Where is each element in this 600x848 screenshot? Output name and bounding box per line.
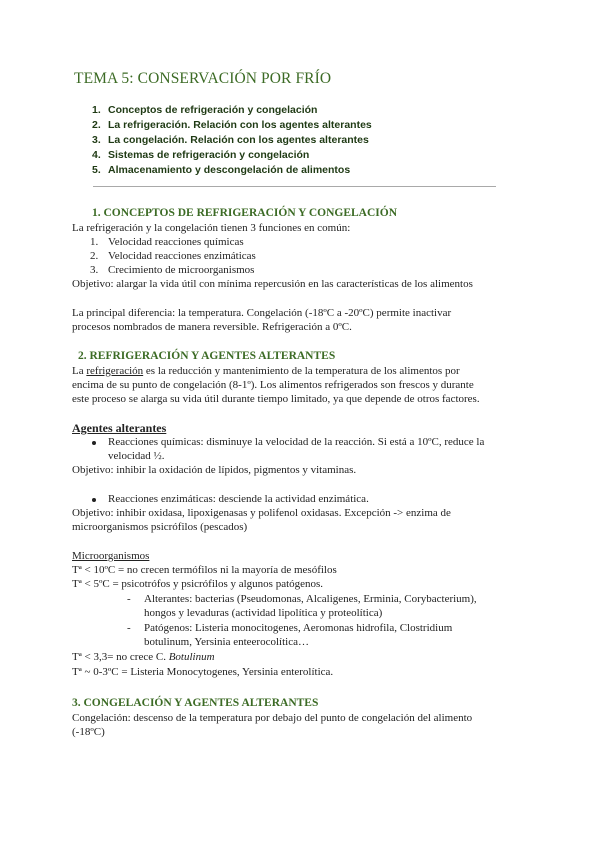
difference-line-2: procesos nombrados de manera reversible. Refrigeración a 0ºC. [72, 321, 352, 333]
micro-line-2: Tª < 5ºC = psicotrófos y psicrófilos y algunos patógenos. [72, 578, 324, 590]
alterantes-line-1: Alterantes: bacterias (Pseudomonas, Alcaligenes, Erminia, Corybacterium), [144, 593, 477, 605]
micro-line-4: Tª ~ 0-3ºC = Listeria Monocytogenes, Yersinia enterolítica. [72, 666, 334, 678]
dash-marker: - [127, 622, 131, 634]
micro-line-1: Tª < 10ºC = no crecen termófilos ni la mayoría de mesófilos [72, 564, 337, 576]
section-3-heading: 3. CONGELACIÓN Y AGENTES ALTERANTES [72, 697, 319, 709]
list-number: 2. [90, 250, 99, 262]
toc-item-5: Almacenamiento y descongelación de alimentos [108, 164, 351, 176]
toc-item-3: La congelación. Relación con los agentes alterantes [108, 134, 369, 146]
microorganisms-heading: Microorganismos [72, 550, 150, 562]
bullet-icon [92, 498, 96, 502]
toc-item-1: Conceptos de refrigeración y congelación [108, 104, 318, 116]
list-number: 1. [90, 236, 99, 248]
text: La [72, 365, 87, 377]
text: Tª < 3,3= no crece C. [72, 651, 169, 663]
page-title: TEMA 5: CONSERVACIÓN POR FRÍO [74, 70, 332, 87]
objective-enzymatic-line-1: Objetivo: inhibir oxidasa, lipoxigenasas y polifenol oxidasas. Excepción -> enzima de [72, 507, 451, 519]
micro-line-3 [72, 651, 215, 664]
congelacion-line-2: (-18ºC) [72, 726, 105, 738]
list-number: 3. [90, 264, 99, 276]
toc-number: 2. [92, 119, 101, 131]
bullet-chemical-line-1: Reacciones químicas: disminuye la velocidad de la reacción. Si está a 10ºC, reduce la [108, 436, 485, 448]
list-item: Velocidad reacciones químicas [108, 236, 244, 248]
patogenos-line-2: botulinum, Yersinia enteerocolítica… [144, 636, 309, 648]
section-1-objective: Objetivo: alargar la vida útil con mínima repercusión en las características de los alimentos [72, 278, 473, 290]
bullet-icon [92, 441, 96, 445]
alterantes-line-2: hongos y levaduras (actividad lipolítica y proteolítica) [144, 607, 383, 619]
section-2-heading: 2. REFRIGERACIÓN Y AGENTES ALTERANTES [78, 350, 336, 362]
toc-item-2: La refrigeración. Relación con los agentes alterantes [108, 119, 372, 131]
toc-number: 1. [92, 104, 101, 116]
toc-item-4: Sistemas de refrigeración y congelación [108, 149, 310, 161]
botulinum-term: Botulinum [168, 651, 215, 663]
section-1-heading: 1. CONCEPTOS DE REFRIGERACIÓN Y CONGELACIÓN [92, 207, 397, 219]
refrigeration-definition-line-3: este proceso se alarga su vida útil durante tiempo limitado, ya que depende de otros factores. [72, 393, 480, 405]
patogenos-line-1: Patógenos: Listeria monocitogenes, Aeromonas hidrofila, Clostridium [144, 622, 453, 634]
toc-number: 4. [92, 149, 101, 161]
bullet-enzymatic: Reacciones enzimáticas: desciende la actividad enzimática. [108, 493, 369, 505]
congelacion-line-1: Congelación: descenso de la temperatura por debajo del punto de congelación del alimento [72, 712, 473, 724]
toc-number: 5. [92, 164, 101, 176]
dash-marker: - [127, 593, 131, 605]
objective-chemical: Objetivo: inhibir la oxidación de lípidos, pigmentos y vitaminas. [72, 464, 357, 476]
bullet-chemical-line-2: velocidad ½. [108, 450, 165, 462]
term-refrigeracion: refrigeración [86, 365, 144, 377]
refrigeration-definition-line-2: encima de su punto de congelación (8-1º). Los alimentos refrigerados son frescos y durante [72, 379, 474, 391]
list-item: Crecimiento de microorganismos [108, 264, 255, 276]
horizontal-divider [93, 186, 496, 187]
difference-line-1: La principal diferencia: la temperatura. Congelación (-18ºC a -20ºC) permite inactivar [72, 307, 452, 319]
section-1-intro: La refrigeración y la congelación tienen 3 funciones en común: [72, 222, 351, 234]
refrigeration-definition-line-1 [72, 365, 460, 378]
text: es la reducción y mantenimiento de la temperatura de los alimentos por [143, 365, 460, 377]
objective-enzymatic-line-2: microorganismos psicrófilos (pescados) [72, 521, 248, 533]
toc-number: 3. [92, 134, 101, 146]
agentes-alterantes-heading: Agentes alterantes [72, 421, 167, 435]
list-item: Velocidad reacciones enzimáticas [108, 250, 256, 262]
